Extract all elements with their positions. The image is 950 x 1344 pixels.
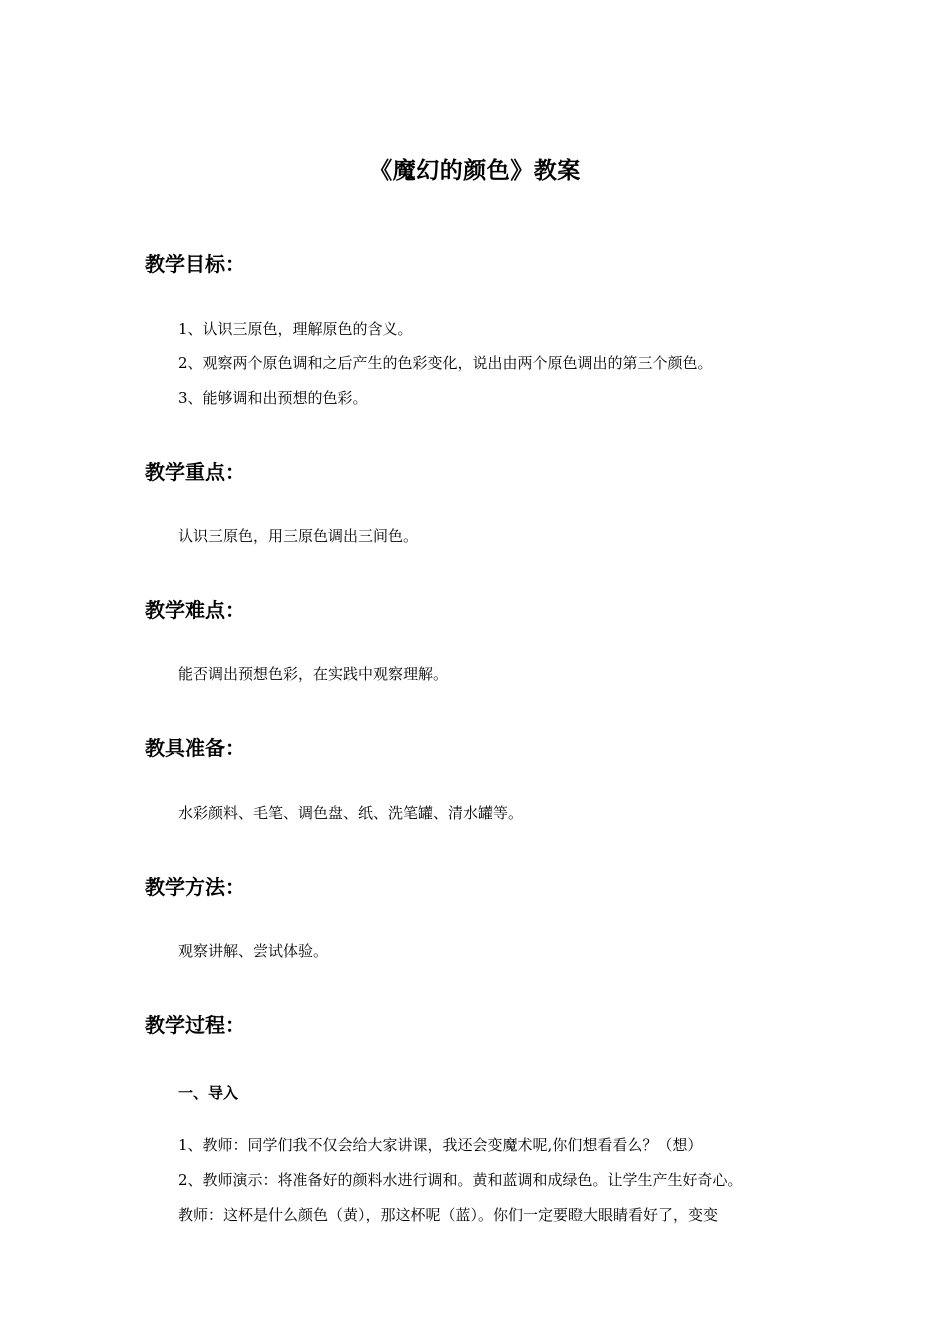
methods-text: 观察讲解、尝试体验。 xyxy=(178,942,329,960)
goal-item-3: 3、能够调和出预想的色彩。 xyxy=(178,389,368,407)
process-line-1: 1、教师：同学们我不仅会给大家讲课，我还会变魔术呢,你们想看看么？（想） xyxy=(178,1136,703,1154)
difficulties-heading: 教学难点： xyxy=(145,598,245,622)
materials-heading: 教具准备： xyxy=(145,736,245,760)
document-title: 《魔幻的颜色》教案 xyxy=(369,158,581,184)
process-subheading: 一、导入 xyxy=(178,1084,239,1102)
materials-text: 水彩颜料、毛笔、调色盘、纸、洗笔罐、清水罐等。 xyxy=(178,804,524,822)
key-points-text: 认识三原色，用三原色调出三间色。 xyxy=(178,527,419,545)
process-line-3: 教师：这杯是什么颜色（黄），那这杯呢（蓝）。你们一定要瞪大眼睛看好了，变变 xyxy=(178,1206,719,1224)
difficulties-text: 能否调出预想色彩，在实践中观察理解。 xyxy=(178,665,449,683)
process-line-2: 2、教师演示：将准备好的颜料水进行调和。黄和蓝调和成绿色。让学生产生好奇心。 xyxy=(178,1171,743,1189)
process-heading: 教学过程： xyxy=(145,1013,245,1037)
goals-heading: 教学目标： xyxy=(145,252,245,276)
goal-item-2: 2、观察两个原色调和之后产生的色彩变化，说出由两个原色调出的第三个颜色。 xyxy=(178,354,713,372)
key-points-heading: 教学重点： xyxy=(145,460,245,484)
methods-heading: 教学方法： xyxy=(145,875,245,899)
goal-item-1: 1、认识三原色，理解原色的含义。 xyxy=(178,320,413,338)
